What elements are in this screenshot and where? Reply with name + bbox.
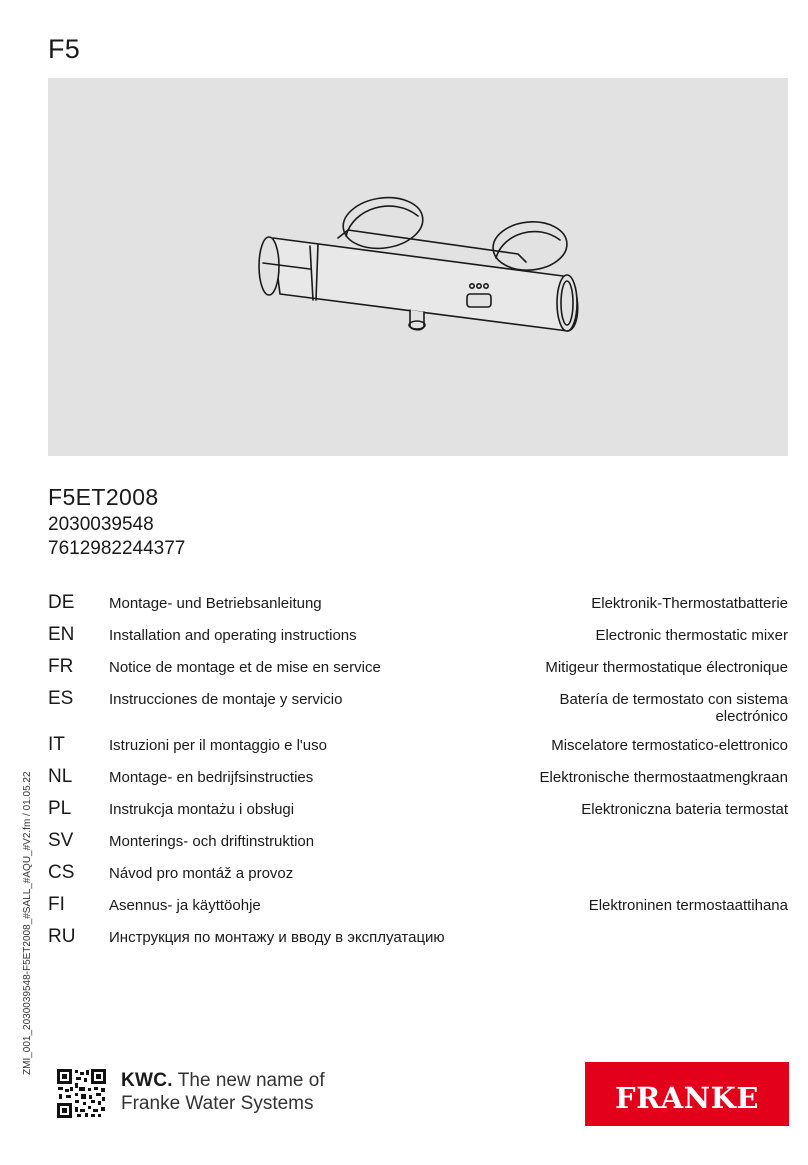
language-row-en	[48, 624, 788, 656]
language-row-es	[48, 688, 788, 734]
language-row-fr	[48, 656, 788, 688]
language-code: RU	[48, 926, 76, 947]
ean-code: 7612982244377	[48, 538, 186, 559]
wall-flange-left-icon	[340, 193, 426, 254]
instructions-title: Instrucciones de montaje y servicio	[109, 691, 343, 708]
product-name: Elektronik-Thermostatbatterie	[591, 595, 788, 612]
franke-logo-text: FRANKE	[614, 1081, 759, 1115]
product-name: Elektronische thermostaatmengkraan	[539, 769, 788, 786]
product-name: Miscelatore termostatico-elettronico	[551, 737, 788, 754]
language-row-pl	[48, 798, 788, 830]
product-illustration	[48, 78, 788, 456]
language-row-ru	[48, 926, 788, 958]
series-title: F5	[48, 34, 81, 64]
product-name: Elektroninen termostaattihana	[588, 897, 788, 914]
document-reference: ZMI_001_2030039548-F5ET2008_#SALL_#AQU_#V2.fm / 01.05.22	[22, 771, 33, 1075]
qr-code-icon[interactable]	[57, 1069, 106, 1118]
instructions-title: Návod pro montáž a provoz	[109, 865, 294, 882]
kwc-line1	[121, 1069, 325, 1092]
product-name: Mitigeur thermostatique électronique	[545, 659, 788, 676]
language-row-cs	[48, 862, 788, 894]
instructions-title: Installation and operating instructions	[109, 627, 357, 644]
language-code: FR	[48, 656, 74, 677]
instructions-title: Notice de montage et de mise en service	[109, 659, 381, 676]
instructions-title: Monterings- och driftinstruktion	[109, 833, 315, 850]
kwc-brand-block	[121, 1069, 325, 1115]
language-code: NL	[48, 766, 73, 787]
language-row-sv	[48, 830, 788, 862]
language-code: IT	[48, 734, 65, 755]
language-code: CS	[48, 862, 75, 883]
kwc-logo: KWC.	[121, 1070, 173, 1091]
article-number: 2030039548	[48, 514, 154, 535]
instructions-title: Instrukcja montażu i obsługi	[109, 801, 295, 818]
instructions-title: Montage- en bedrijfsinstructies	[109, 769, 314, 786]
franke-logo	[585, 1062, 789, 1126]
shower-outlet-icon	[409, 310, 425, 330]
product-name: Elektroniczna bateria termostat	[581, 801, 788, 818]
language-code: ES	[48, 688, 74, 709]
language-code: SV	[48, 830, 74, 851]
language-row-nl	[48, 766, 788, 798]
product-name: Batería de termostato con sistema electrónico	[559, 691, 788, 725]
wall-flange-right-icon	[491, 219, 569, 273]
kwc-subtitle: Franke Water Systems	[121, 1093, 314, 1114]
model-number: F5ET2008	[48, 484, 159, 510]
language-table	[48, 592, 788, 958]
language-row-fi	[48, 894, 788, 926]
product-name: Electronic thermostatic mixer	[595, 627, 788, 644]
language-code: PL	[48, 798, 72, 819]
instructions-title: Инструкция по монтажу и вводу в эксплуатацию	[109, 929, 445, 946]
language-code: DE	[48, 592, 75, 613]
instructions-title: Montage- und Betriebsanleitung	[109, 595, 322, 612]
language-code: EN	[48, 624, 75, 645]
language-row-de	[48, 592, 788, 624]
language-code: FI	[48, 894, 65, 915]
instructions-title: Asennus- ja käyttöohje	[109, 897, 261, 914]
kwc-tagline: The new name of	[177, 1070, 325, 1091]
language-row-it	[48, 734, 788, 766]
instructions-title: Istruzioni per il montaggio e l'uso	[109, 737, 327, 754]
